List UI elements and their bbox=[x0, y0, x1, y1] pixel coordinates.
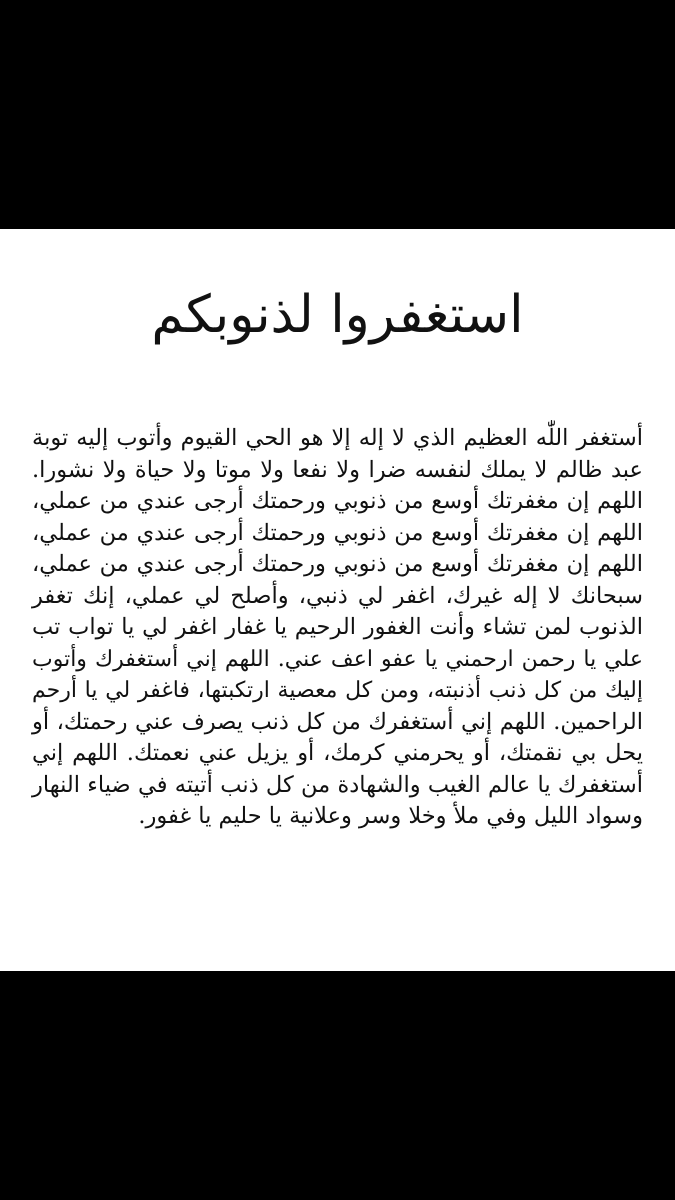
text-line: أستغفرك يا عالم الغيب والشهادة من كل ذنب أتيته في ضياء النهار bbox=[32, 771, 643, 798]
text-line: الذنوب لمن تشاء وأنت الغفور الرحيم يا غفار اغفر لي يا تواب تب bbox=[32, 614, 643, 640]
text-line: اللهم إن مغفرتك أوسع من ذنوبي ورحمتك أرجى عندي من عملي، bbox=[32, 519, 643, 546]
text-line: أستغفر اللّٰه العظيم الذي لا إله إلا هو الحي القيوم وأتوب إليه توبة bbox=[32, 425, 643, 451]
text-line: الراحمين. اللهم إني أستغفرك من كل ذنب يصرف عني رحمتك، أو bbox=[32, 708, 643, 735]
page-title: استغفروا لذنوبكم bbox=[151, 285, 524, 345]
text-line: إليك من كل ذنب أذنبته، ومن كل معصية ارتكبتها، فاغفر لي يا أرحم bbox=[32, 678, 643, 703]
text-line: وسواد الليل وفي ملأ وخلا وسر وعلانية يا حليم يا غفور. bbox=[138, 803, 643, 829]
text-line: عبد ظالم لا يملك لنفسه ضرا ولا نفعا ولا موتا ولا حياة ولا نشورا. bbox=[32, 456, 643, 483]
document-page bbox=[0, 229, 675, 971]
body-text bbox=[32, 423, 643, 833]
text-line: اللهم إن مغفرتك أوسع من ذنوبي ورحمتك أرجى عندي من عملي، bbox=[32, 488, 643, 514]
text-line: اللهم إن مغفرتك أوسع من ذنوبي ورحمتك أرجى عندي من عملي، bbox=[32, 551, 643, 577]
text-line: سبحانك لا إله غيرك، اغفر لي ذنبي، وأصلح لي عملي، إنك تغفر bbox=[32, 582, 643, 609]
text-line: يحل بي نقمتك، أو يحرمني كرمك، أو يزيل عني نعمتك. اللهم إني bbox=[32, 740, 643, 766]
text-line: علي يا رحمن ارحمني يا عفو اعف عني. اللهم إني أستغفرك وأتوب bbox=[32, 646, 643, 672]
